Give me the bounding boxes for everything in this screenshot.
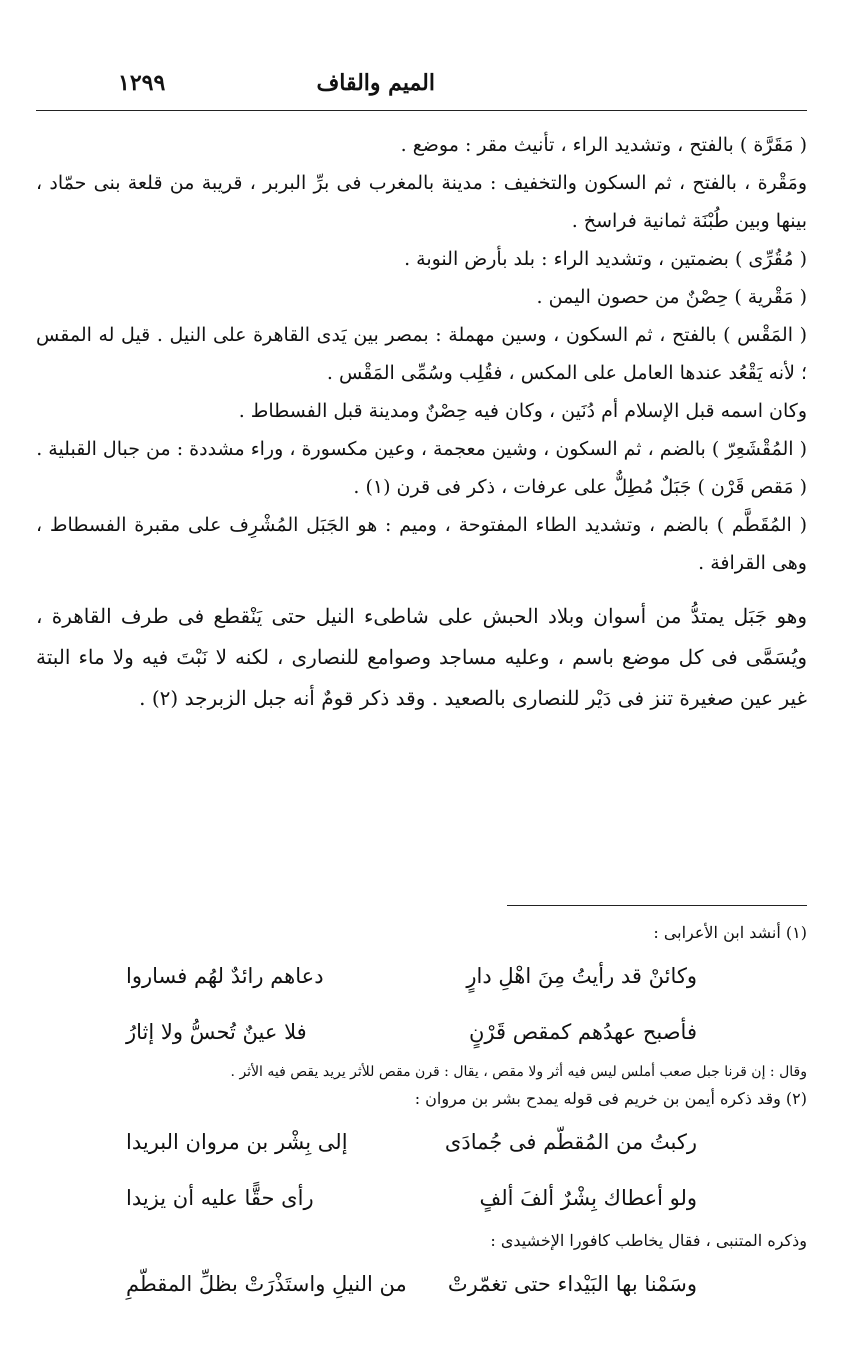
entry-maqriya: ( مَقْرية ) حِصْنٌ من حصون اليمن . [536,286,807,308]
entry-maqs: ( المَقْس ) بالفتح ، ثم السكون ، وسين مهملة : بمصر بين يَدى القاهرة على النيل . قيل له المقس ؛ لأنه يَقْعُد عندها العامل على المكس ، فقُلِب وسُمِّى المَقْس . [36,324,807,384]
entry-muqurri: ( مُقُرِّى ) بضمتين ، وتشديد الراء : بلد بأرض النوبة . [404,248,807,270]
footnotes [36,918,807,1312]
header-title: الميم والقاف [316,70,435,96]
entry-maqra: ومَقْرة ، بالفتح ، ثم السكون والتخفيف : مدينة بالمغرب فى برِّ البربر ، قريبة من قلعة بنى حمّاد ، بينها وبين طُبْنَة ثمانية فراسخ . [36,172,807,232]
running-header [38,70,805,106]
verse-hemistich: ولو أعطاك بِشْرٌ ألفَ ألفٍ [479,1186,697,1210]
verse-hemistich: رأى حقًّا عليه أن يزيدا [126,1186,314,1210]
verse-hemistich: فأصبح عهدُهم كمقص قَرْنٍ [468,1020,697,1044]
verse-hemistich: من النيلِ واستَذْرَتْ بظلِّ المقطّمِ [126,1272,407,1296]
page-number: ١٢٩٩ [118,70,166,96]
entry-muqshaerr: ( المُقْشَعِرّ ) بالضم ، ثم السكون ، وشين معجمة ، وعين مكسورة ، وراء مشددة : من جبال القبلية . [36,438,807,460]
verse-hemistich: وسَمْنا بها البَيْداء حتى تغمّرتْ [447,1272,697,1296]
verse-line [36,1256,807,1312]
entry-muqattam: ( المُقَطَّم ) بالضم ، وتشديد الطاء المفتوحة ، وميم : هو الجَبَل المُشْرِف على مقبرة الفسطاط ، وهى القرافة . [36,514,807,574]
muqattam-description: وهو جَبَل يمتدُّ من أسوان وبلاد الحبش على شاطىء النيل حتى يَنْقطع فى طرف القاهرة ، ويُسَمَّى فى كل موضع باسم ، وعليه مساجد وصوامع للنصارى ، لكنه لا نَبْتَ فيه ولا ماء البتة غير عين صغيرة تنز فى دَيْر للنصارى بالصعيد . وقد ذكر قومٌ أنه جبل الزبرجد (٢) . [36,604,807,710]
entry-maqarra: ( مَقَرَّة ) بالفتح ، وتشديد الراء ، تأنيث مقر : موضع . [400,134,807,156]
header-rule [36,110,807,111]
entry-maqs-qarn: ( مَقص قَرْن ) جَبَلٌ مُطِلٌّ على عرفات ، ذكر فى قرن (١) . [353,476,807,498]
verse-hemistich: فلا عينٌ تُحسُّ ولا إثارُ [126,1020,307,1044]
footnote-2-intro: (٢) وقد ذكره أيمن بن خريم فى قوله يمدح بشر بن مروان : [414,1089,807,1108]
verse-hemistich: وكائنْ قد رأيتُ مِنَ اهْلِ دارٍ [466,964,697,988]
verse-line [36,1170,807,1226]
entry-maqs-cont: وكان اسمه قبل الإسلام أم دُنَين ، وكان فيه حِصْنٌ ومدينة قبل الفسطاط . [238,400,807,422]
footnote-2-note: وذكره المتنبى ، فقال يخاطب كافورا الإخشيدى : [490,1231,807,1250]
verse-line [36,948,807,1004]
footnote-1-intro: (١) أنشد ابن الأعرابى : [653,923,807,942]
verse-hemistich: دعاهم رائدٌ لهُم فساروا [126,964,324,988]
footnote-rule [507,905,807,906]
verse-hemistich: ركبتُ من المُقطّم فى جُمادَى [444,1130,697,1154]
main-text [36,126,807,719]
footnote-1-note: وقال : إن قرنا جبل صعب أملس ليس فيه أثر ولا مقص ، يقال : قرن مقص للأثر يريد يقص فيه الأثر . [230,1064,807,1080]
verse-hemistich: إلى بِشْر بن مروان البريدا [126,1130,348,1154]
verse-line [36,1114,807,1170]
verse-line [36,1004,807,1060]
